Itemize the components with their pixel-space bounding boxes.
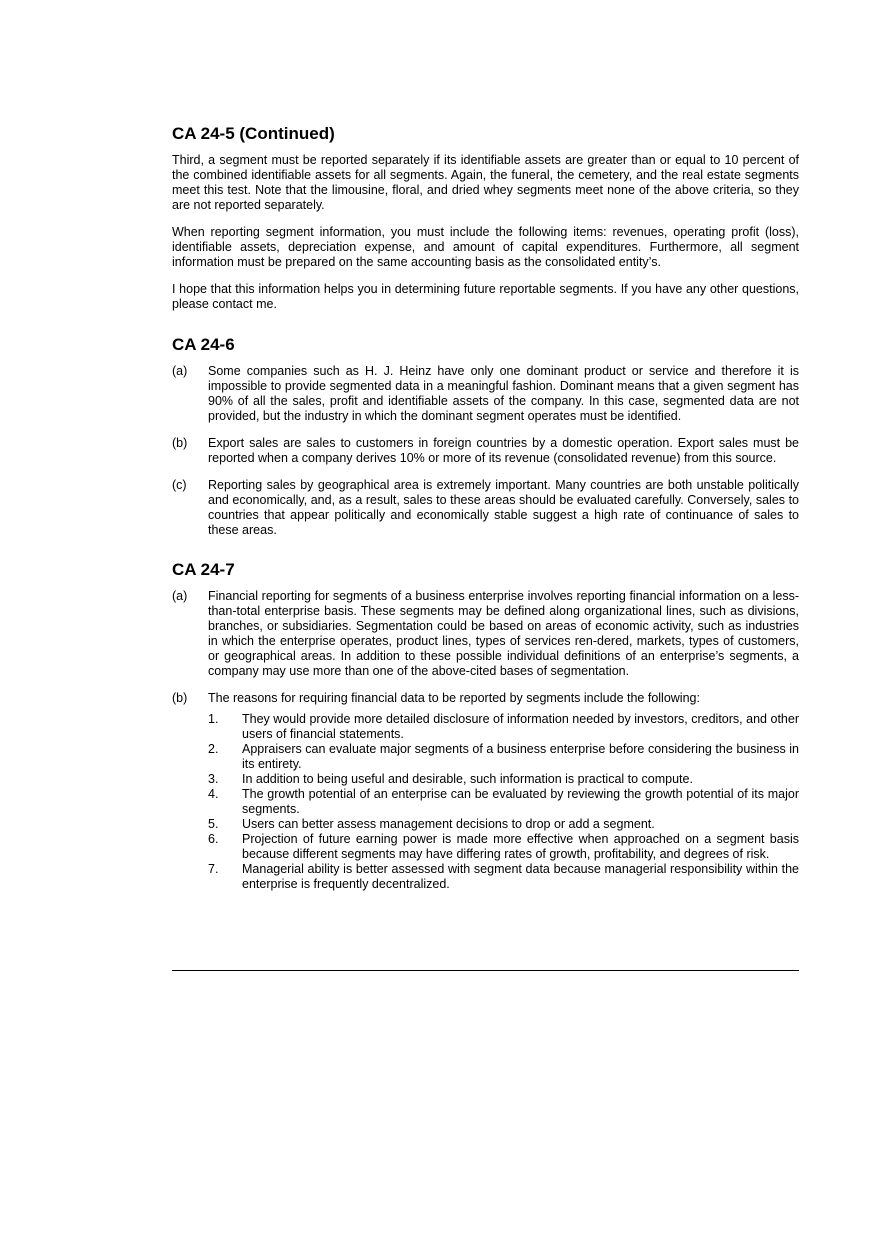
reason-item xyxy=(208,832,799,862)
reason-text: Users can better assess management decisions to drop or add a segment. xyxy=(242,817,655,831)
reason-text: They would provide more detailed disclosure of information needed by investors, creditors, and other users of financial statements. xyxy=(242,712,799,741)
item-text: Financial reporting for segments of a business enterprise involves reporting financial information on a less-than-total enterprise basis. These segments may be defined along organizational lines, such as divisions, branches, or subsidiaries. Segmentation could be based on areas of economic activity, such as industries in which the enterprise operates, product lines, types of services ren-dered, markets, types of customers, or geographical areas. In addition to these possible individual definitions of an enterprise’s segments, a company may use more than one of the above-cited bases of segmentation. xyxy=(208,589,799,678)
item-label: (a) xyxy=(172,589,188,603)
paragraph: I hope that this information helps you in determining future reportable segments. If you have any other questions, please contact me. xyxy=(172,282,799,311)
list-item xyxy=(172,364,799,424)
reason-number: 4. xyxy=(208,787,219,801)
reason-number: 1. xyxy=(208,712,219,726)
section-ca-24-6 xyxy=(172,335,799,538)
reason-item xyxy=(208,862,799,892)
reason-item xyxy=(208,742,799,772)
reason-text: The growth potential of an enterprise can be evaluated by reviewing the growth potential of its major segments. xyxy=(242,787,799,816)
paragraph: When reporting segment information, you must include the following items: revenues, operating profit (loss), identifiable assets, depreciation expense, and amount of capital expenditures. Furthermore, all segment information must be prepared on the same accounting basis as the consolidated entity’s. xyxy=(172,225,799,269)
reason-number: 7. xyxy=(208,862,219,876)
reason-text: Appraisers can evaluate major segments of a business enterprise before considering the business in its entirety. xyxy=(242,742,799,771)
item-text: Export sales are sales to customers in foreign countries by a domestic operation. Export sales must be reported when a company derives 10% or more of its revenue (consolidated revenue) from this source. xyxy=(208,436,799,465)
section-heading: CA 24-7 xyxy=(172,560,235,579)
reason-item xyxy=(208,772,799,787)
item-label: (a) xyxy=(172,364,188,378)
item-label: (b) xyxy=(172,436,188,450)
reason-item xyxy=(208,712,799,742)
reason-number: 3. xyxy=(208,772,219,786)
section-ca-24-5 xyxy=(172,124,799,312)
item-label: (b) xyxy=(172,691,188,705)
item-text: Some companies such as H. J. Heinz have only one dominant product or service and therefore it is impossible to provide segmented data in a meaningful fashion. Dominant means that a given segment has 90% of all the sales, profit and identifiable assets of the company. In this case, segmented data are not provided, but the industry in which the dominant segment operates must be identified. xyxy=(208,364,799,423)
list-item xyxy=(172,436,799,466)
list-item xyxy=(172,478,799,538)
reason-number: 6. xyxy=(208,832,219,846)
item-body xyxy=(208,691,799,892)
reason-item xyxy=(208,787,799,817)
bottom-divider xyxy=(172,970,799,971)
reason-text: In addition to being useful and desirable, such information is practical to compute. xyxy=(242,772,693,786)
reason-item xyxy=(208,817,799,832)
item-text: The reasons for requiring financial data to be reported by segments include the following: xyxy=(208,691,700,705)
section-heading: CA 24-6 xyxy=(172,335,235,354)
list-item xyxy=(172,691,799,892)
document-page xyxy=(172,124,799,904)
reason-number: 5. xyxy=(208,817,219,831)
paragraph: Third, a segment must be reported separately if its identifiable assets are greater than or equal to 10 percent of the combined identifiable assets for all segments. Again, the funeral, the cemetery, and the real estate segments meet this test. Note that the limousine, floral, and dried whey segments meet none of the above criteria, so they are not reported separately. xyxy=(172,153,799,212)
reason-text: Projection of future earning power is made more effective when approached on a segment basis because different segments may have differing rates of growth, profitability, and degrees of risk. xyxy=(242,832,799,861)
item-text: Reporting sales by geographical area is extremely important. Many countries are both unstable politically and economically, and, as a result, sales to these areas should be evaluated carefully. Conversely, sales to countries that appear politically and economically stable suggest a high rate of continuance of sales to these areas. xyxy=(208,478,799,537)
list-item xyxy=(172,589,799,679)
section-ca-24-7 xyxy=(172,560,799,892)
item-label: (c) xyxy=(172,478,187,492)
reason-number: 2. xyxy=(208,742,219,756)
reason-text: Managerial ability is better assessed with segment data because managerial responsibility within the enterprise is frequently decentralized. xyxy=(242,862,799,891)
section-heading: CA 24-5 (Continued) xyxy=(172,124,335,143)
reasons-list xyxy=(208,712,799,892)
